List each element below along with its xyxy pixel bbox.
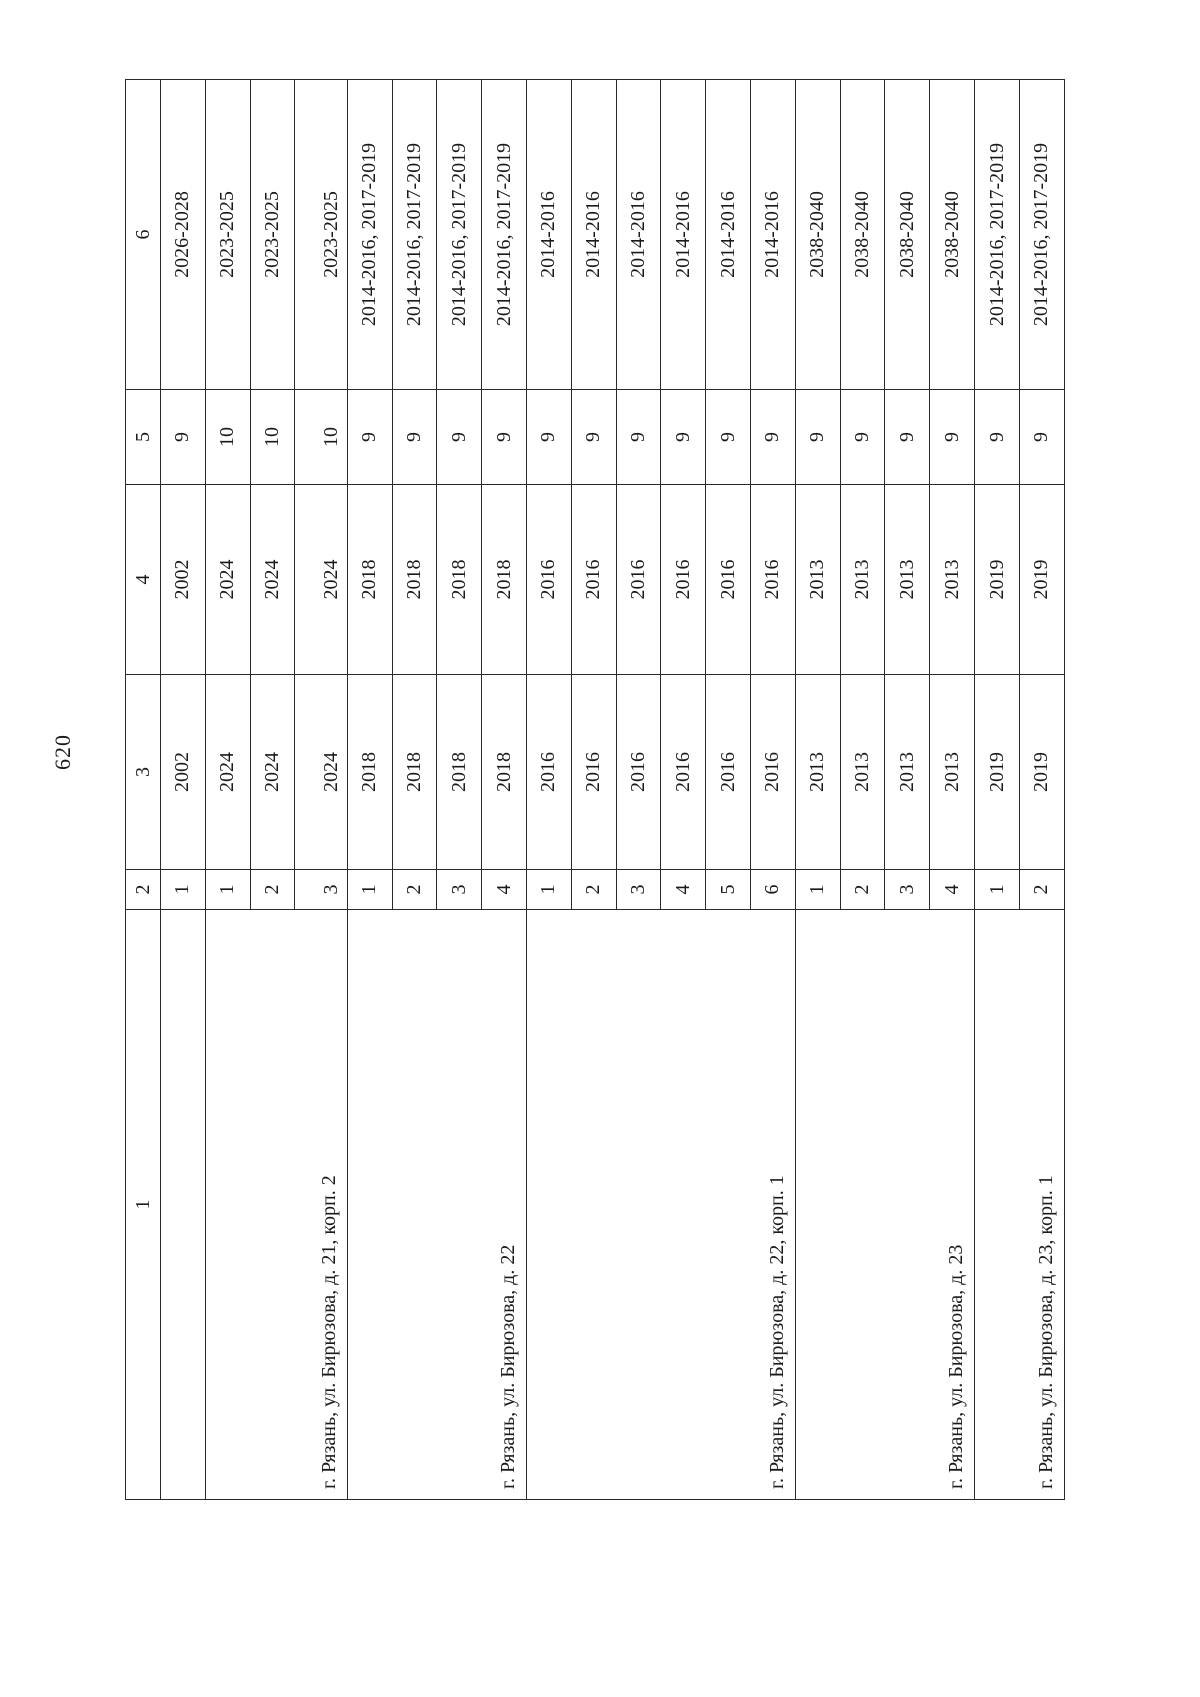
table-row [795,80,840,1500]
year-cell: 2013 [795,675,840,870]
table-row [161,80,206,1500]
header-row [126,80,161,1500]
period-cell: 2038-2040 [885,80,930,390]
column-header-4: 4 [126,485,161,675]
year-cell: 2024 [295,675,347,870]
year-cell: 2019 [975,675,1020,870]
value-cell: 9 [795,390,840,485]
year-cell: 2013 [840,675,885,870]
table-container [125,80,1065,1500]
year-cell: 2002 [161,675,206,870]
year-cell: 2016 [661,675,706,870]
elevator-number-cell: 2 [840,870,885,910]
year-cell: 2024 [250,485,295,675]
year-cell: 2018 [392,485,437,675]
value-cell: 10 [205,390,250,485]
column-header-5: 5 [126,390,161,485]
elevator-number-cell: 2 [392,870,437,910]
year-cell: 2024 [250,675,295,870]
year-cell: 2018 [347,675,392,870]
elevator-replacement-table [125,79,1065,1500]
period-cell: 2014-2016, 2017-2019 [392,80,437,390]
elevator-number-cell: 1 [161,870,206,910]
elevator-number-cell: 3 [616,870,661,910]
year-cell: 2019 [1019,485,1064,675]
elevator-number-cell: 1 [795,870,840,910]
value-cell: 9 [347,390,392,485]
address-cell: г. Рязань, ул. Бирюзова, д. 22 [347,910,526,1500]
table-row [205,80,250,1500]
period-cell: 2038-2040 [795,80,840,390]
period-cell: 2014-2016 [616,80,661,390]
year-cell: 2016 [571,485,616,675]
year-cell: 2016 [751,485,796,675]
elevator-number-cell: 3 [885,870,930,910]
year-cell: 2016 [616,675,661,870]
year-cell: 2018 [392,675,437,870]
year-cell: 2024 [295,485,347,675]
table-row [526,80,571,1500]
elevator-number-cell: 4 [661,870,706,910]
year-cell: 2024 [205,675,250,870]
year-cell: 2018 [482,675,527,870]
value-cell: 9 [930,390,975,485]
elevator-number-cell: 1 [526,870,571,910]
value-cell: 9 [885,390,930,485]
address-cell: г. Рязань, ул. Бирюзова, д. 22, корп. 1 [526,910,795,1500]
year-cell: 2016 [661,485,706,675]
value-cell: 10 [250,390,295,485]
value-cell: 9 [840,390,885,485]
period-cell: 2038-2040 [840,80,885,390]
column-header-2: 2 [126,870,161,910]
page-number: 620 [50,734,75,770]
year-cell: 2013 [885,675,930,870]
year-cell: 2018 [437,675,482,870]
year-cell: 2016 [706,485,751,675]
column-header-1: 1 [126,910,161,1500]
elevator-number-cell: 4 [930,870,975,910]
year-cell: 2016 [526,675,571,870]
period-cell: 2023-2025 [250,80,295,390]
year-cell: 2016 [526,485,571,675]
value-cell: 10 [295,390,347,485]
value-cell: 9 [616,390,661,485]
period-cell: 2014-2016 [571,80,616,390]
elevator-number-cell: 1 [347,870,392,910]
elevator-number-cell: 2 [250,870,295,910]
elevator-number-cell: 5 [706,870,751,910]
year-cell: 2002 [161,485,206,675]
address-cell: г. Рязань, ул. Бирюзова, д. 21, корп. 2 [205,910,347,1500]
address-cell: г. Рязань, ул. Бирюзова, д. 23, корп. 1 [975,910,1065,1500]
period-cell: 2014-2016 [751,80,796,390]
value-cell: 9 [526,390,571,485]
value-cell: 9 [1019,390,1064,485]
column-header-6: 6 [126,80,161,390]
elevator-number-cell: 3 [437,870,482,910]
value-cell: 9 [751,390,796,485]
year-cell: 2019 [975,485,1020,675]
year-cell: 2013 [840,485,885,675]
year-cell: 2019 [1019,675,1064,870]
elevator-number-cell: 4 [482,870,527,910]
year-cell: 2024 [205,485,250,675]
value-cell: 9 [706,390,751,485]
column-header-3: 3 [126,675,161,870]
period-cell: 2023-2025 [295,80,347,390]
year-cell: 2016 [706,675,751,870]
table-row [975,80,1020,1500]
year-cell: 2013 [930,675,975,870]
value-cell: 9 [437,390,482,485]
value-cell: 9 [661,390,706,485]
elevator-number-cell: 1 [205,870,250,910]
period-cell: 2014-2016, 2017-2019 [1019,80,1064,390]
year-cell: 2013 [795,485,840,675]
period-cell: 2014-2016 [526,80,571,390]
table-row [347,80,392,1500]
period-cell: 2014-2016, 2017-2019 [437,80,482,390]
elevator-number-cell: 2 [1019,870,1064,910]
year-cell: 2016 [616,485,661,675]
year-cell: 2013 [885,485,930,675]
address-cell [161,910,206,1500]
period-cell: 2014-2016, 2017-2019 [975,80,1020,390]
period-cell: 2014-2016 [706,80,751,390]
value-cell: 9 [975,390,1020,485]
year-cell: 2016 [751,675,796,870]
period-cell: 2026-2028 [161,80,206,390]
elevator-number-cell: 1 [975,870,1020,910]
year-cell: 2016 [571,675,616,870]
period-cell: 2038-2040 [930,80,975,390]
year-cell: 2018 [347,485,392,675]
value-cell: 9 [161,390,206,485]
elevator-number-cell: 3 [295,870,347,910]
elevator-number-cell: 6 [751,870,796,910]
year-cell: 2013 [930,485,975,675]
year-cell: 2018 [482,485,527,675]
elevator-number-cell: 2 [571,870,616,910]
value-cell: 9 [482,390,527,485]
year-cell: 2018 [437,485,482,675]
value-cell: 9 [571,390,616,485]
period-cell: 2014-2016, 2017-2019 [482,80,527,390]
value-cell: 9 [392,390,437,485]
period-cell: 2023-2025 [205,80,250,390]
address-cell: г. Рязань, ул. Бирюзова, д. 23 [795,910,974,1500]
period-cell: 2014-2016, 2017-2019 [347,80,392,390]
period-cell: 2014-2016 [661,80,706,390]
